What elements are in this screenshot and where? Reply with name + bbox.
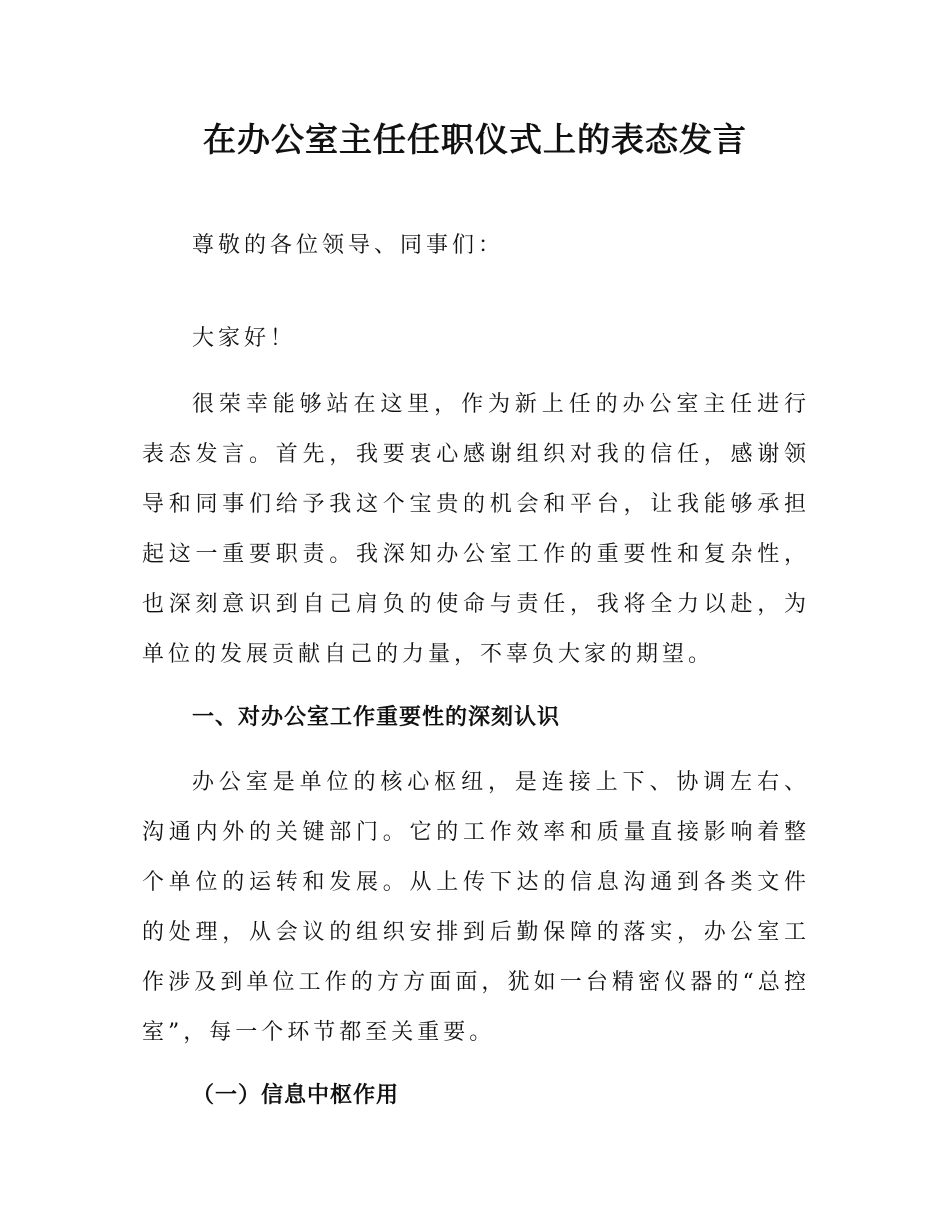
intro-paragraph: 很荣幸能够站在这里，作为新上任的办公室主任进行表态发言。首先，我要衷心感谢组织对我的信任，感谢领导和同事们给予我这个宝贵的机会和平台，让我能够承担起这一重要职责。我深知办公室工作的重要性和复杂性，也深刻意识到自己肩负的使命与责任，我将全力以赴，为单位的发展贡献自己的力量，不辜负大家的期望。	[142, 392, 810, 667]
section-1-paragraph: 办公室是单位的核心枢纽，是连接上下、协调左右、沟通内外的关键部门。它的工作效率和质量直接影响着整个单位的运转和发展。从上传下达的信息沟通到各类文件的处理，从会议的组织安排到后勤保障的落实，办公室工作涉及到单位工作的方方面面，犹如一台精密仪器的“总控室”，每一个环节都至关重要。	[142, 770, 810, 1045]
salutation: 尊敬的各位领导、同事们：	[192, 233, 505, 258]
greeting: 大家好！	[192, 326, 297, 351]
document-title: 在办公室主任任职仪式上的表态发言	[203, 120, 747, 159]
subsection-heading-1: （一）信息中枢作用	[192, 1083, 400, 1108]
section-heading-1: 一、对办公室工作重要性的深刻认识	[192, 705, 561, 730]
